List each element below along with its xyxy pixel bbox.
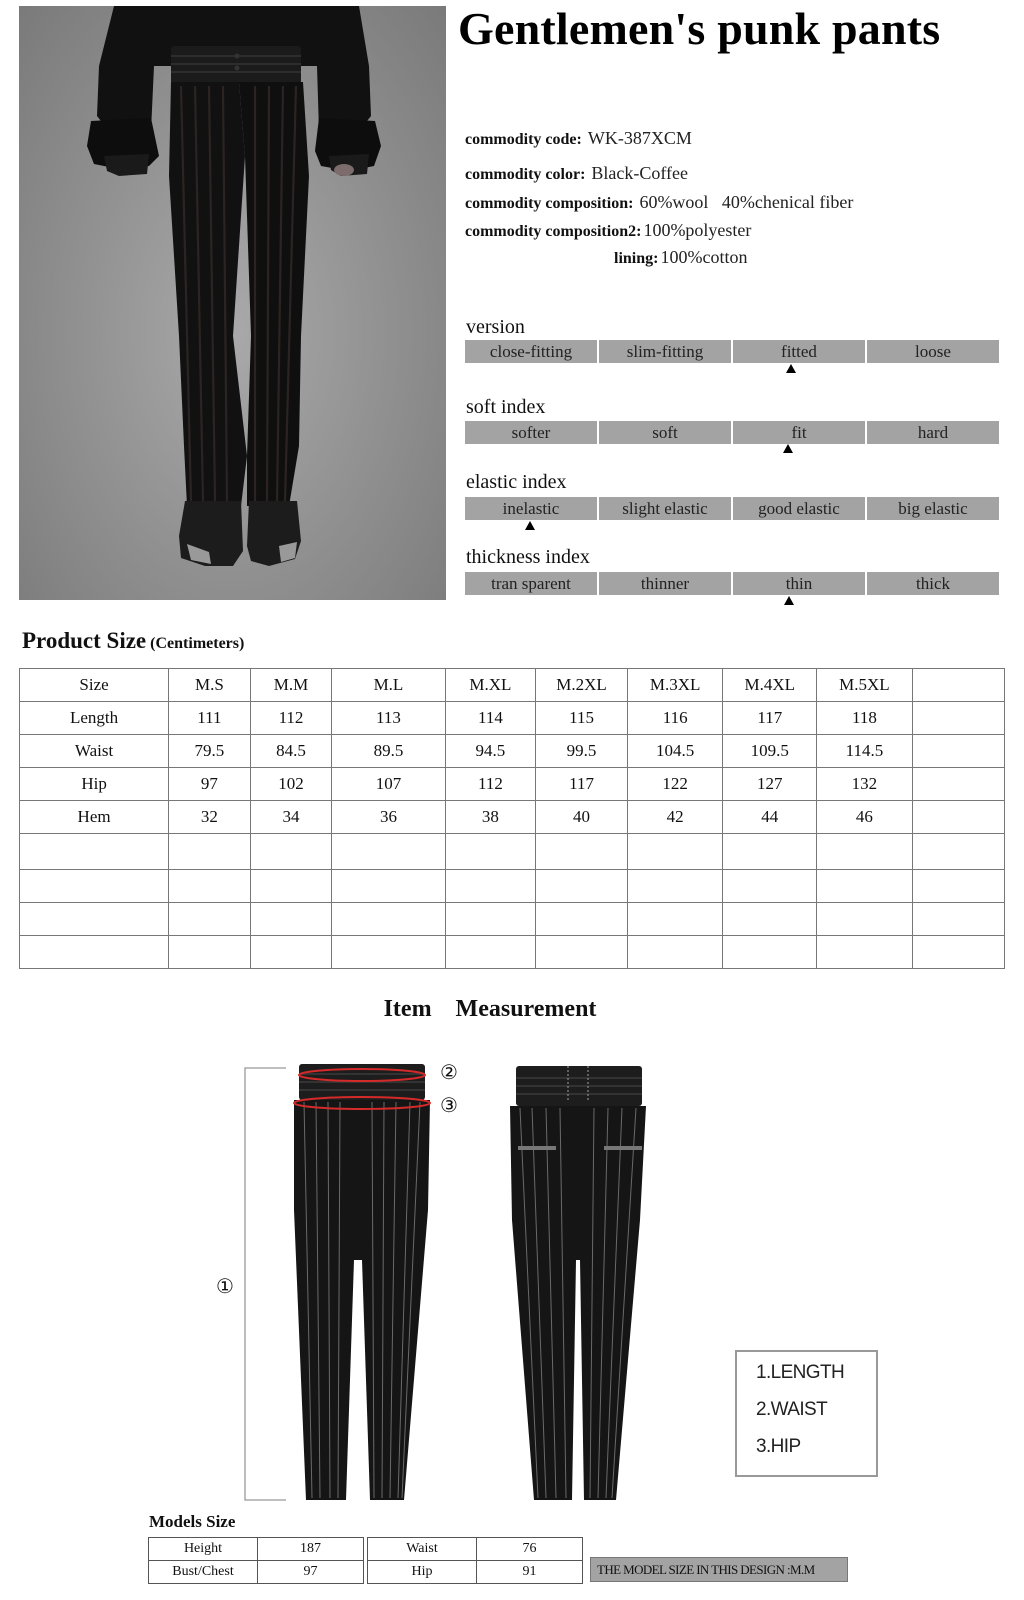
product-size-unit: (Centimeters) [150, 635, 245, 652]
spec-commodity-composition2 [465, 220, 751, 241]
table-row [368, 1538, 583, 1561]
spec-value: 60%wool 40%chenical fiber [639, 192, 854, 212]
table-cell [912, 768, 1004, 801]
product-size-heading [22, 628, 244, 654]
product-title: Gentlemen's punk pants [458, 3, 941, 54]
item-measurement-title: Item Measurement [383, 996, 597, 1022]
table-header-cell: M.L [332, 669, 445, 702]
table-header-cell: M.2XL [536, 669, 628, 702]
table-cell: 91 [477, 1561, 583, 1584]
legend-item-hip: 3.HIP [756, 1436, 801, 1457]
table-cell [912, 702, 1004, 735]
table-cell: 99.5 [536, 735, 628, 768]
table-header-cell: M.4XL [723, 669, 817, 702]
table-cell: 44 [723, 801, 817, 834]
table-cell: 40 [536, 801, 628, 834]
table-row-hip [20, 768, 1005, 801]
table-cell: 112 [250, 702, 332, 735]
table-cell: 187 [258, 1538, 364, 1561]
table-cell: Waist [368, 1538, 477, 1561]
elastic-index-scale [465, 497, 999, 520]
table-cell: 36 [332, 801, 445, 834]
thickness-index-option-selected: thin [733, 572, 865, 595]
version-option-selected: fitted [733, 340, 865, 363]
table-row-empty [20, 936, 1005, 969]
table-row [149, 1538, 364, 1561]
table-cell: 42 [627, 801, 723, 834]
table-header-cell: M.S [169, 669, 251, 702]
spec-value: 100%cotton [660, 247, 748, 267]
table-header-cell: M.3XL [627, 669, 723, 702]
table-cell: 76 [477, 1538, 583, 1561]
version-scale [465, 340, 999, 363]
selected-marker-icon [783, 444, 793, 453]
table-header-cell [912, 669, 1004, 702]
table-cell: 122 [627, 768, 723, 801]
table-cell [912, 801, 1004, 834]
model-wearing-pants-image [19, 6, 446, 600]
table-cell: 112 [445, 768, 536, 801]
table-cell: Hem [20, 801, 169, 834]
spec-label: lining: [614, 250, 659, 267]
measurement-legend [735, 1350, 878, 1477]
spec-commodity-color [465, 163, 688, 184]
soft-index-option-selected: fit [733, 421, 865, 444]
table-header-cell: M.M [250, 669, 332, 702]
table-cell [912, 735, 1004, 768]
models-size-title: Models Size [149, 1512, 236, 1531]
thickness-index-scale [465, 572, 999, 595]
selected-marker-icon [525, 521, 535, 530]
table-cell: 116 [627, 702, 723, 735]
table-cell: Height [149, 1538, 258, 1561]
table-row-empty [20, 834, 1005, 870]
table-cell: 127 [723, 768, 817, 801]
table-cell: 94.5 [445, 735, 536, 768]
table-cell: 102 [250, 768, 332, 801]
table-cell: 46 [817, 801, 913, 834]
thickness-index-option: thick [867, 572, 999, 595]
table-row [368, 1561, 583, 1584]
table-row-empty [20, 870, 1005, 903]
legend-item-length: 1.LENGTH [756, 1362, 845, 1383]
elastic-index-option: good elastic [733, 497, 865, 520]
model-size-note: THE MODEL SIZE IN THIS DESIGN :M.M [590, 1557, 848, 1582]
table-cell: 89.5 [332, 735, 445, 768]
soft-index-scale [465, 421, 999, 444]
elastic-index-label: elastic index [466, 471, 567, 493]
spec-label: commodity code: [465, 131, 582, 148]
table-cell: 109.5 [723, 735, 817, 768]
selected-marker-icon [786, 364, 796, 373]
table-cell: 84.5 [250, 735, 332, 768]
soft-index-option: softer [465, 421, 597, 444]
table-cell: 115 [536, 702, 628, 735]
version-label: version [466, 316, 525, 338]
marker-waist-icon: ② [440, 1060, 458, 1084]
table-row-hem [20, 801, 1005, 834]
thickness-index-option: thinner [599, 572, 731, 595]
spec-value: WK-387XCM [587, 128, 692, 148]
version-option: loose [867, 340, 999, 363]
table-cell: Waist [20, 735, 169, 768]
spec-label: commodity composition2: [465, 223, 642, 240]
thickness-index-option: tran sparent [465, 572, 597, 595]
models-size-table-right [367, 1537, 583, 1584]
spec-label: commodity composition: [465, 195, 634, 212]
spec-value: Black-Coffee [591, 163, 689, 183]
table-row-empty [20, 903, 1005, 936]
table-header-row [20, 669, 1005, 702]
product-photo [19, 6, 446, 600]
table-cell: 104.5 [627, 735, 723, 768]
table-cell: 113 [332, 702, 445, 735]
soft-index-label: soft index [466, 396, 546, 418]
thickness-index-label: thickness index [466, 546, 590, 568]
spec-lining [614, 247, 747, 268]
table-header-cell: M.XL [445, 669, 536, 702]
table-cell: Length [20, 702, 169, 735]
soft-index-option: soft [599, 421, 731, 444]
table-cell: 97 [258, 1561, 364, 1584]
marker-length-icon: ① [216, 1274, 234, 1298]
table-row-waist [20, 735, 1005, 768]
table-row [149, 1561, 364, 1584]
spec-value: 100%polyester [643, 220, 752, 240]
product-size-title: Product Size [22, 628, 147, 653]
spec-commodity-composition [465, 192, 853, 213]
table-cell: 97 [169, 768, 251, 801]
table-cell: 132 [817, 768, 913, 801]
table-cell: 34 [250, 801, 332, 834]
spec-commodity-code [465, 128, 692, 149]
table-cell: 32 [169, 801, 251, 834]
table-header-cell: M.5XL [817, 669, 913, 702]
table-cell: 107 [332, 768, 445, 801]
table-cell: Hip [20, 768, 169, 801]
elastic-index-option-selected: inelastic [465, 497, 597, 520]
version-option: slim-fitting [599, 340, 731, 363]
table-cell: 38 [445, 801, 536, 834]
version-option: close-fitting [465, 340, 597, 363]
legend-item-waist: 2.WAIST [756, 1399, 828, 1420]
elastic-index-option: slight elastic [599, 497, 731, 520]
marker-hip-icon: ③ [440, 1093, 458, 1117]
selected-marker-icon [784, 596, 794, 605]
table-cell: 79.5 [169, 735, 251, 768]
table-cell: 114.5 [817, 735, 913, 768]
table-cell: 111 [169, 702, 251, 735]
table-cell: Bust/Chest [149, 1561, 258, 1584]
product-size-table [19, 668, 1005, 969]
table-header-cell: Size [20, 669, 169, 702]
table-cell: 114 [445, 702, 536, 735]
table-cell: 118 [817, 702, 913, 735]
elastic-index-option: big elastic [867, 497, 999, 520]
spec-label: commodity color: [465, 166, 586, 183]
models-size-table-left [148, 1537, 364, 1584]
soft-index-option: hard [867, 421, 999, 444]
table-cell: Hip [368, 1561, 477, 1584]
table-cell: 117 [536, 768, 628, 801]
table-cell: 117 [723, 702, 817, 735]
table-row-length [20, 702, 1005, 735]
